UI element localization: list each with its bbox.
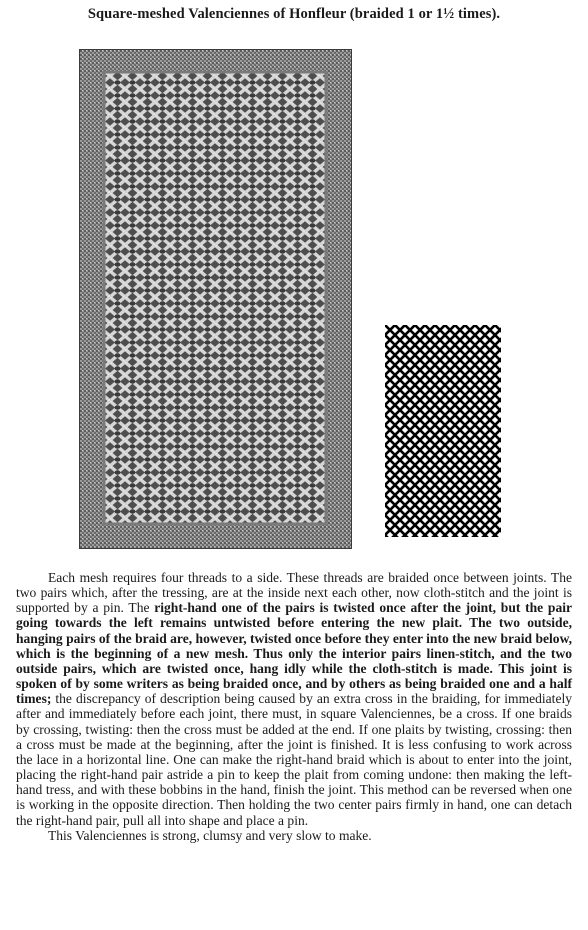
paragraph-summary (16, 828, 572, 843)
lace-photograph (79, 49, 352, 549)
body-text (16, 570, 572, 843)
text-run: This Valenciennes is strong, clumsy and very slow to make. (48, 827, 372, 843)
text-run-bold: right-hand one of the pairs is twisted once after the joint, but the pair going towards the left remains untwisted before entering the new plait. The two outside, hanging pairs of the braid are, however, twisted once before they enter into the new braid below, which is the beginning of a new mesh. Thus only the interior pairs linen-stitch, and the two outside pairs, which are twisted once, hang idly while the cloth-stitch is made. This joint is spoken of by some writers as being braided once, and by others as being braided one and a half times; (16, 600, 573, 707)
text-run: the discrepancy of description being caused by an extra cross in the braiding, for immediately after and immediately before each joint, there must, in square Valenciennes, be a cross. If one braids by crossing, twisting: then the cross must be added at the end. If one plaits by twisting, crossing: then a cross must be made at the beginning, after the joint is finished. It is less confusing to work across the lace in a horizontal line. One can make the right-hand braid which is about to enter into the joint, placing the right-hand pair astride a pin to keep the plait from coming undone: then making the left-hand tress, and with these bobbins in the hand, finish the joint. This method can be reversed when one is working in the opposite direction. Then holding the two center pairs firmly in hand, one can detach the right-hand pair, pull all into shape and place a pin. (16, 691, 572, 828)
text-run: Each mesh requires four threads to a side. These threads are braided once between joints. The two pairs which, after the tressing, are at the inside next each other, now cloth-stitch and the joint is supported by a pin. The (16, 570, 572, 616)
mesh-diagram (385, 325, 501, 537)
paragraph-mesh-description (16, 570, 572, 828)
page-title: Square-meshed Valenciennes of Honfleur (braided 1 or 1½ times). (87, 6, 501, 22)
